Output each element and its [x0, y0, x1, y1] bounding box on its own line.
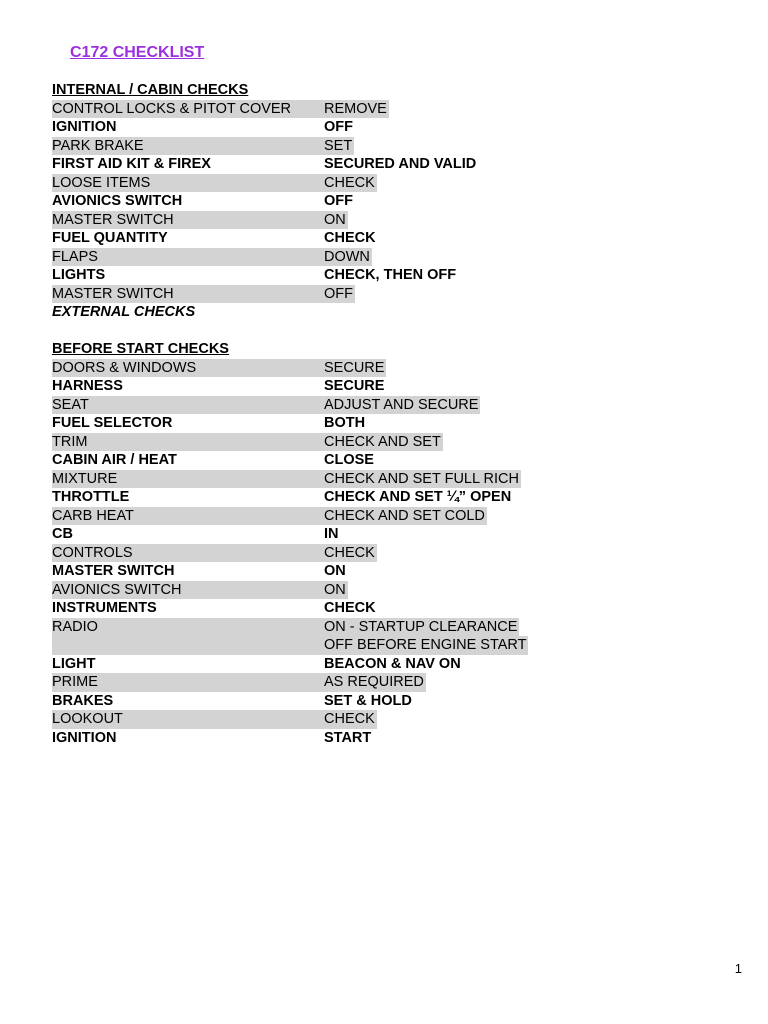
checklist-section [52, 81, 572, 322]
checklist-row [52, 655, 572, 674]
checklist-action: START [324, 729, 372, 746]
checklist-row [52, 266, 572, 285]
checklist-item: TRIM [52, 433, 324, 452]
checklist-item: CONTROLS [52, 544, 324, 563]
checklist-row [52, 673, 572, 692]
checklist-row [52, 100, 572, 119]
checklist-action: BOTH [324, 415, 366, 431]
checklist-row [52, 729, 572, 748]
checklist-row [52, 359, 572, 378]
checklist-action: CHECK, THEN OFF [324, 267, 457, 283]
checklist-action: CLOSE [324, 452, 374, 468]
checklist-row [52, 599, 572, 618]
checklist-row [52, 618, 572, 637]
checklist-action: CHECK [324, 544, 375, 561]
checklist-item: CABIN AIR / HEAT [52, 452, 177, 468]
checklist-item: MASTER SWITCH [52, 563, 175, 579]
checklist-row [52, 396, 572, 415]
checklist-action: AS REQUIRED [324, 674, 424, 690]
checklist-row [52, 562, 572, 581]
checklist-item: SEAT [52, 396, 324, 415]
checklist-item: IGNITION [52, 729, 117, 746]
checklist-action: ON [324, 563, 346, 579]
checklist-item: FIRST AID KIT & FIREX [52, 156, 211, 172]
checklist-item: CARB HEAT [52, 507, 324, 526]
checklist-row [52, 137, 572, 156]
checklist-item: IGNITION [52, 119, 117, 135]
checklist-action: CHECK [324, 174, 375, 191]
checklist-row [52, 488, 572, 507]
checklist-item: FUEL SELECTOR [52, 415, 173, 431]
checklist-action: IN [324, 526, 339, 542]
checklist-row [52, 155, 572, 174]
checklist-item: BRAKES [52, 692, 114, 709]
checklist-row [52, 692, 572, 711]
checklist-row [52, 433, 572, 452]
checklist-action: REMOVE [324, 100, 387, 117]
checklist-item [52, 636, 324, 655]
checklist-item: FLAPS [52, 248, 324, 267]
checklist-row [52, 525, 572, 544]
checklist-action: CHECK AND SET FULL RICH [324, 470, 519, 487]
checklist-item: LOOKOUT [52, 710, 324, 729]
checklist-row [52, 118, 572, 137]
checklist-item: CB [52, 526, 73, 542]
checklist-item: HARNESS [52, 378, 123, 394]
section-heading: BEFORE START CHECKS [52, 341, 229, 357]
checklist-item: THROTTLE [52, 489, 130, 505]
checklist-action: SECURE [324, 378, 385, 394]
checklist-row [52, 636, 572, 655]
page-number: 1 [734, 961, 742, 976]
checklist-item: LOOSE ITEMS [52, 174, 324, 193]
checklist-item: CONTROL LOCKS & PITOT COVER [52, 100, 324, 119]
checklist-action: CHECK [324, 230, 376, 246]
checklist-action: OFF [324, 285, 353, 302]
checklist-row [52, 544, 572, 563]
checklist-action: ON - STARTUP CLEARANCE [324, 618, 518, 635]
section-spacer [52, 322, 572, 341]
checklist [52, 81, 572, 747]
checklist-row [52, 414, 572, 433]
checklist-action: ON [324, 581, 346, 598]
checklist-action: ADJUST AND SECURE [324, 396, 479, 413]
checklist-item: EXTERNAL CHECKS [52, 304, 196, 320]
checklist-item: PARK BRAKE [52, 137, 324, 156]
checklist-action: CHECK AND SET ¼” OPEN [324, 489, 512, 505]
checklist-item: DOORS & WINDOWS [52, 359, 324, 378]
checklist-row [52, 229, 572, 248]
section-heading: INTERNAL / CABIN CHECKS [52, 82, 249, 98]
checklist-row [52, 377, 572, 396]
checklist-row [52, 211, 572, 230]
checklist-action: BEACON & NAV ON [324, 655, 461, 672]
checklist-item: MIXTURE [52, 470, 324, 489]
checklist-row [52, 303, 572, 322]
checklist-action: CHECK [324, 711, 375, 727]
checklist-action: SET [324, 137, 353, 154]
checklist-item: LIGHT [52, 655, 96, 672]
checklist-item: INSTRUMENTS [52, 600, 157, 616]
checklist-action: SET & HOLD [324, 692, 412, 709]
checklist-action: CHECK AND SET COLD [324, 507, 485, 524]
checklist-item: AVIONICS SWITCH [52, 581, 324, 600]
checklist-item: MASTER SWITCH [52, 285, 324, 304]
checklist-section [52, 340, 572, 747]
checklist-action: DOWN [324, 248, 370, 265]
checklist-row [52, 192, 572, 211]
checklist-action: CHECK AND SET [324, 433, 441, 450]
document-title: C172 CHECKLIST [70, 44, 205, 61]
checklist-row [52, 451, 572, 470]
checklist-row [52, 581, 572, 600]
checklist-action: OFF BEFORE ENGINE START [324, 637, 527, 653]
checklist-item: RADIO [52, 618, 324, 637]
checklist-row [52, 174, 572, 193]
checklist-item: LIGHTS [52, 267, 106, 283]
checklist-action: SECURED AND VALID [324, 156, 477, 172]
checklist-item: MASTER SWITCH [52, 211, 324, 230]
checklist-action: SECURE [324, 359, 385, 376]
checklist-row [52, 285, 572, 304]
checklist-action: ON [324, 211, 346, 228]
checklist-row [52, 507, 572, 526]
checklist-row [52, 710, 572, 729]
checklist-row [52, 248, 572, 267]
checklist-item: AVIONICS SWITCH [52, 193, 183, 209]
checklist-action: OFF [324, 193, 353, 209]
checklist-action: CHECK [324, 600, 376, 616]
checklist-row [52, 470, 572, 489]
checklist-item: FUEL QUANTITY [52, 230, 168, 246]
checklist-action: OFF [324, 119, 353, 135]
checklist-item: PRIME [52, 673, 324, 692]
